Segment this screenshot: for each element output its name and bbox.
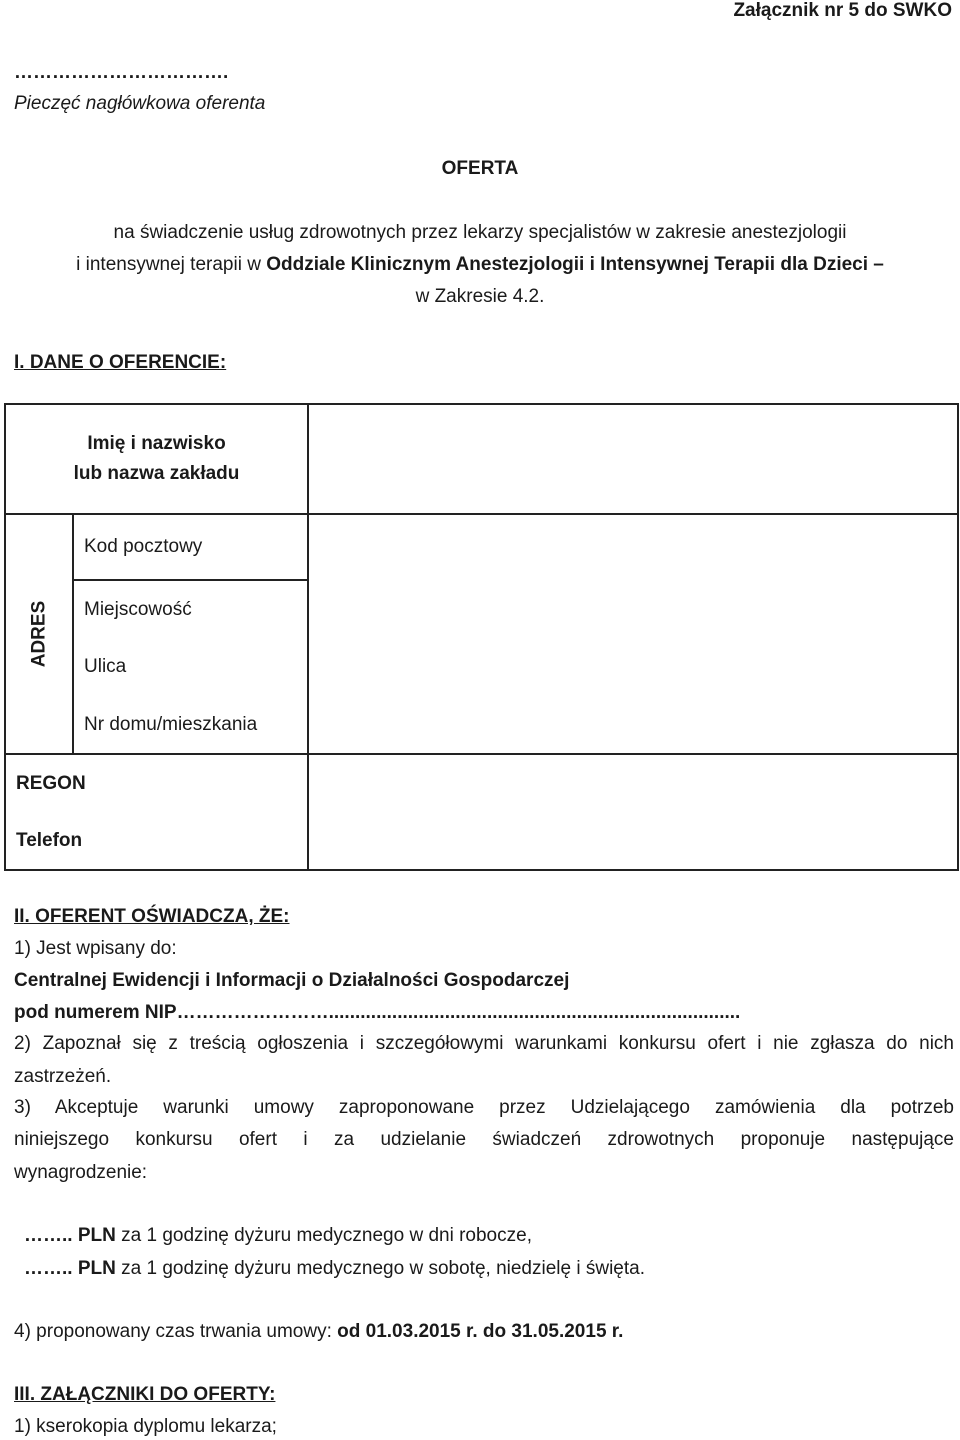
house-number-label: Nr domu/mieszkania <box>73 696 308 754</box>
name-value-field[interactable] <box>308 404 958 514</box>
rate-weekend <box>24 1258 645 1280</box>
nip-line: pod numerem NIP…………………….............................................................................. <box>14 1002 741 1023</box>
adres-label-cell <box>5 514 73 754</box>
section-2-heading: II. OFERENT OŚWIADCZA, ŻE: <box>14 906 290 927</box>
rate-weekend-dots[interactable]: …….. <box>24 1258 73 1279</box>
street-label: Ulica <box>73 638 308 696</box>
section-1-heading: I. DANE O OFERENCIE: <box>14 352 227 373</box>
stamp-dots: ……………………………. <box>14 62 229 83</box>
title-line-3: w Zakresie 4.2. <box>415 286 545 307</box>
statement-2-line-2: zastrzeżeń. <box>14 1066 112 1087</box>
stamp-label: Pieczęć nagłówkowa oferenta <box>14 93 266 114</box>
statement-4-prefix: 4) proponowany czas trwania umowy: <box>14 1321 338 1342</box>
rate-weekday <box>24 1225 532 1247</box>
section-3-heading: III. ZAŁĄCZNIKI DO OFERTY: <box>14 1384 276 1405</box>
regon-telefon-value-field[interactable] <box>308 754 958 870</box>
rate-weekend-currency: PLN <box>77 1258 116 1279</box>
title-line-2-bold: Oddziale Klinicznym Anestezjologii i Intensywnej Terapii dla Dzieci – <box>266 254 884 275</box>
registry-name: Centralnej Ewidencji i Informacji o Działalności Gospodarczej <box>14 970 570 991</box>
rate-weekend-text: za 1 godzinę dyżuru medycznego w sobotę, niedzielę i święta. <box>115 1258 645 1279</box>
statement-1: 1) Jest wpisany do: <box>14 938 177 959</box>
title-line-1: na świadczenie usług zdrowotnych przez lekarzy specjalistów w zakresie anestezjologii <box>113 222 847 243</box>
rate-weekday-dots[interactable]: …….. <box>24 1225 73 1246</box>
document-title: OFERTA <box>441 158 519 179</box>
name-label-cell <box>5 404 308 514</box>
title-line-2-prefix: i intensywnej terapii w <box>76 254 267 275</box>
contract-period: od 01.03.2015 r. do 31.05.2015 r. <box>337 1321 624 1342</box>
regon-label: REGON <box>5 754 308 812</box>
attachment-label: Załącznik nr 5 do SWKO <box>733 0 952 21</box>
name-label-line-1: Imię i nazwisko <box>87 433 226 454</box>
rate-weekday-text: za 1 godzinę dyżuru medycznego w dni robocze, <box>115 1225 532 1246</box>
city-label: Miejscowość <box>73 580 308 638</box>
title-line-2 <box>0 254 960 276</box>
statement-3-line-2: niniejszego konkursu ofert i za udzielanie świadczeń zdrowotnych proponuje następujące <box>14 1129 954 1150</box>
name-label-line-2: lub nazwa zakładu <box>73 463 240 484</box>
adres-label: ADRES <box>28 600 50 668</box>
statement-3-line-3: wynagrodzenie: <box>14 1162 148 1183</box>
telefon-label: Telefon <box>5 812 308 870</box>
statement-3-line-1: 3) Akceptuje warunki umowy zaproponowane przez Udzielającego zamówienia dla potrzeb <box>14 1097 954 1118</box>
offerer-data-table <box>4 403 959 871</box>
address-value-field[interactable] <box>308 514 958 754</box>
attachment-item-1: 1) kserokopia dyplomu lekarza; <box>14 1416 277 1437</box>
postal-code-label: Kod pocztowy <box>73 514 308 580</box>
statement-4 <box>14 1321 623 1343</box>
statement-2-line-1: 2) Zapoznał się z treścią ogłoszenia i szczegółowymi warunkami konkursu ofert i nie zgłasza do nich <box>14 1033 954 1054</box>
rate-weekday-currency: PLN <box>77 1225 116 1246</box>
